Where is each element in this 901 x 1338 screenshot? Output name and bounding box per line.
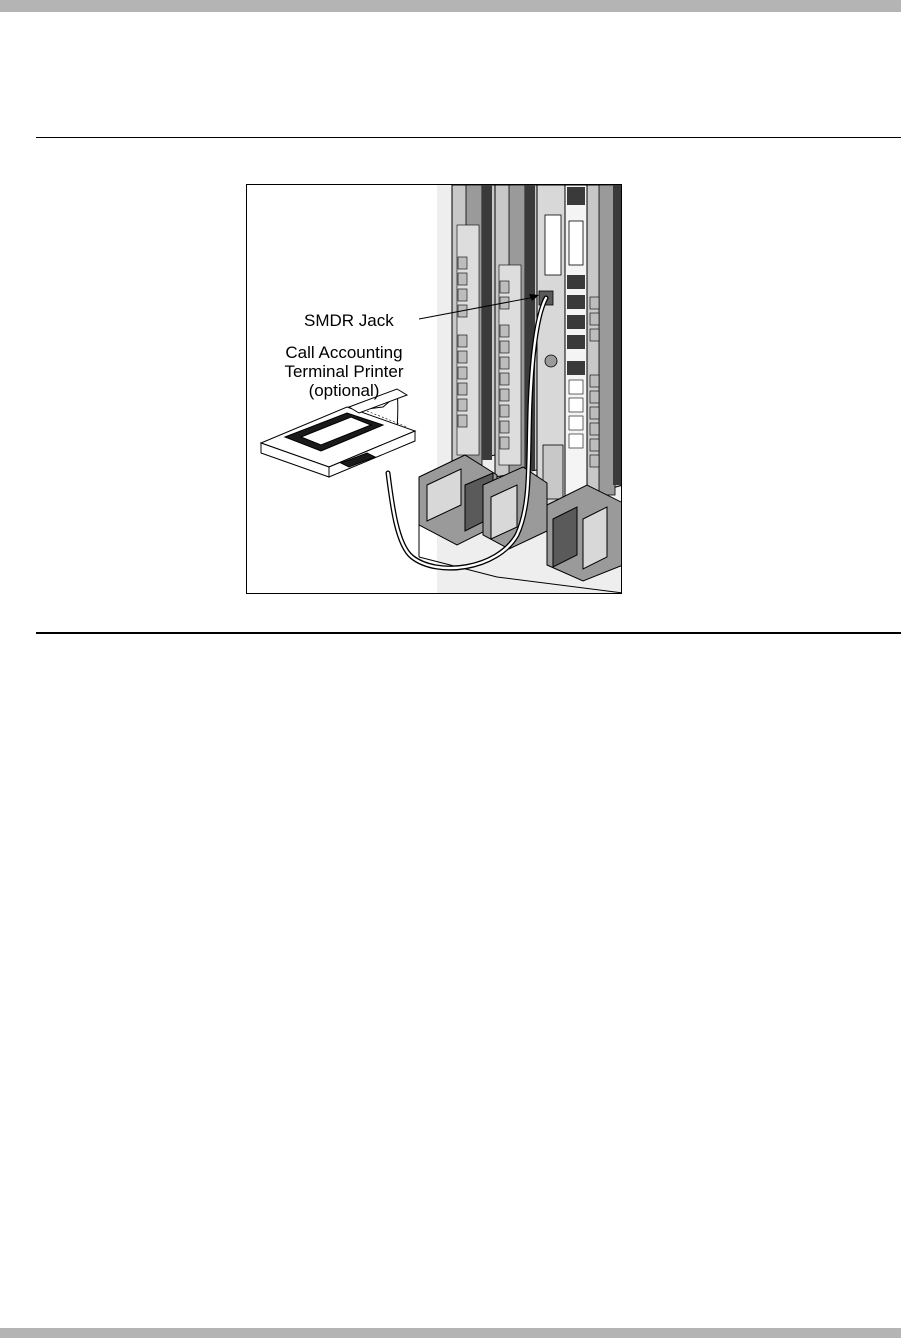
printer-label bbox=[264, 343, 424, 400]
printer-label-line-1: Call Accounting bbox=[285, 343, 403, 362]
printer-label-line-2: Terminal Printer bbox=[284, 362, 404, 381]
line-card-3 bbox=[587, 185, 622, 495]
page-header-bar bbox=[0, 0, 901, 12]
figure-bottom-rule bbox=[36, 632, 901, 634]
processor-card bbox=[537, 185, 587, 505]
page-footer-bar bbox=[0, 1328, 901, 1338]
smdr-jack-label: SMDR Jack bbox=[304, 311, 394, 330]
printer-label-line-3: (optional) bbox=[308, 381, 380, 400]
line-card-1 bbox=[452, 185, 495, 465]
printer-illustration bbox=[261, 389, 415, 477]
figure-top-rule bbox=[36, 137, 901, 138]
smdr-connection-figure bbox=[246, 184, 622, 594]
